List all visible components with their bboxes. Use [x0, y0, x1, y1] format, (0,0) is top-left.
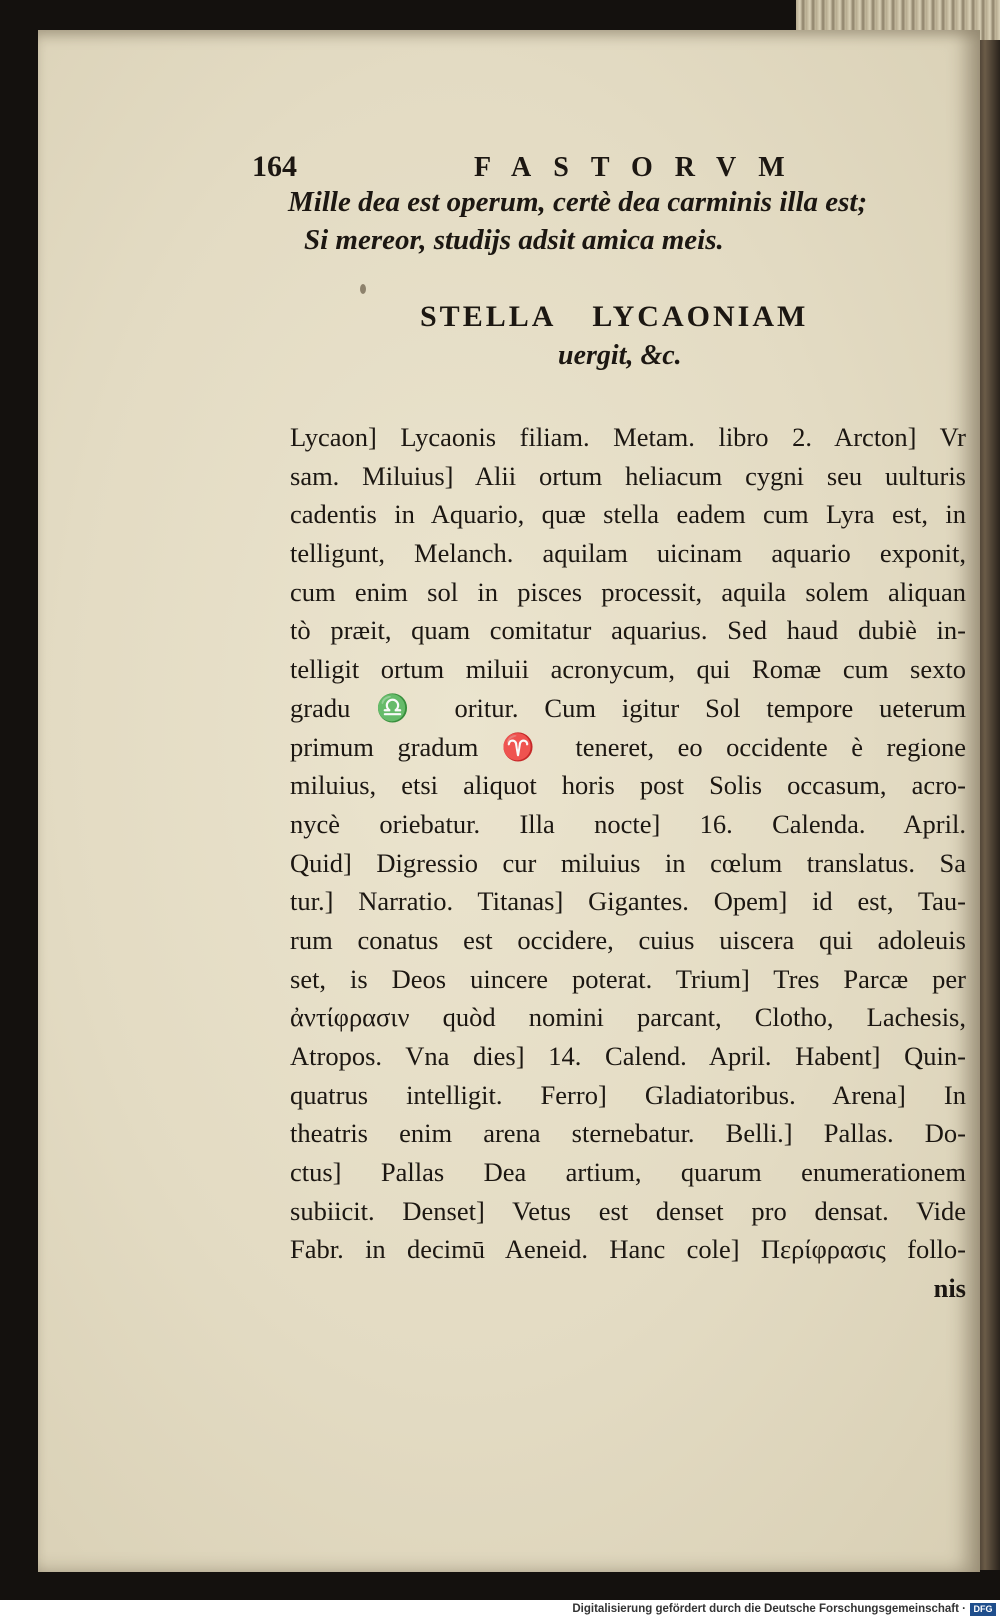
- section-subtitle: uergit, &c.: [558, 340, 682, 371]
- commentary-line: Atropos. Vna dies] 14. Calend. April. Habent] Quin-: [290, 1041, 966, 1071]
- commentary-line: tur.] Narratio. Titanas] Gigantes. Opem] id est, Tau-: [290, 886, 966, 917]
- commentary-line: quatrus intelligit. Ferro] Gladiatoribus. Arena] In: [290, 1079, 966, 1110]
- commentary-line: tò præit, quam comitatur aquarius. Sed haud dubiè in-: [290, 615, 966, 646]
- commentary-line: Lycaon] Lycaonis filiam. Metam. libro 2. Arcton] Vr: [290, 422, 966, 452]
- commentary-line: Quid] Digressio cur miluius in cœlum translatus. Sa: [290, 847, 966, 878]
- commentary-line: telligit ortum miluii acronycum, qui Romæ cum sexto: [290, 654, 966, 685]
- commentary-line: subiicit. Denset] Vetus est denset pro densat. Vide: [290, 1195, 966, 1226]
- commentary-line: miluius, etsi aliquot horis post Solis occasum, acro-: [290, 770, 966, 801]
- commentary-line: nycè oriebatur. Illa nocte] 16. Calenda. April.: [290, 808, 966, 839]
- catchword: nis: [933, 1273, 966, 1304]
- footer-bar: [0, 1600, 1000, 1620]
- dfg-logo: DFG: [970, 1603, 996, 1616]
- commentary-line: sam. Miluius] Alii ortum heliacum cygni seu uulturis: [290, 460, 966, 491]
- commentary-line: rum conatus est occidere, cuius uiscera qui adoleuis: [290, 924, 966, 955]
- section-title-word-2: LYCAONIAM: [592, 300, 809, 333]
- commentary-line: cadentis in Aquario, quæ stella eadem cum Lyra est, in: [290, 499, 966, 530]
- commentary-line: telligunt, Melanch. aquilam uicinam aquario exponit,: [290, 538, 966, 569]
- verse-line-2: Si mereor, studijs adsit amica meis.: [304, 224, 724, 256]
- digitization-credit: Digitalisierung gefördert durch die Deutsche Forschungsgemeinschaft ·: [572, 1603, 966, 1615]
- commentary-line: set, is Deos uincere poterat. Trium] Tres Parcæ per: [290, 963, 966, 994]
- section-title: [420, 300, 808, 334]
- commentary-line: ἀντίφρασιν quòd nomini parcant, Clotho, Lachesis,: [290, 1002, 966, 1033]
- section-title-word-1: STELLA: [420, 300, 557, 333]
- page-header: [252, 150, 822, 190]
- commentary-line: primum gradum ♈ teneret, eo occidente è regione: [290, 731, 966, 762]
- running-title: FASTORVM: [474, 152, 807, 183]
- commentary-line: Fabr. in decimū Aeneid. Hanc cole] Περίφρασις follo-: [290, 1234, 966, 1265]
- commentary-line: theatris enim arena sternebatur. Belli.] Pallas. Do-: [290, 1118, 966, 1149]
- commentary-line: ctus] Pallas Dea artium, quarum enumerationem: [290, 1157, 966, 1188]
- verse-line-1: Mille dea est operum, certè dea carminis illa est;: [288, 186, 868, 218]
- page-number: 164: [252, 150, 297, 183]
- commentary-text: [290, 418, 966, 1308]
- ink-blot: [360, 284, 366, 294]
- commentary-line: cum enim sol in pisces processit, aquila solem aliquan: [290, 576, 966, 607]
- commentary-line: gradu ♎ oritur. Cum igitur Sol tempore ueterum: [290, 692, 966, 723]
